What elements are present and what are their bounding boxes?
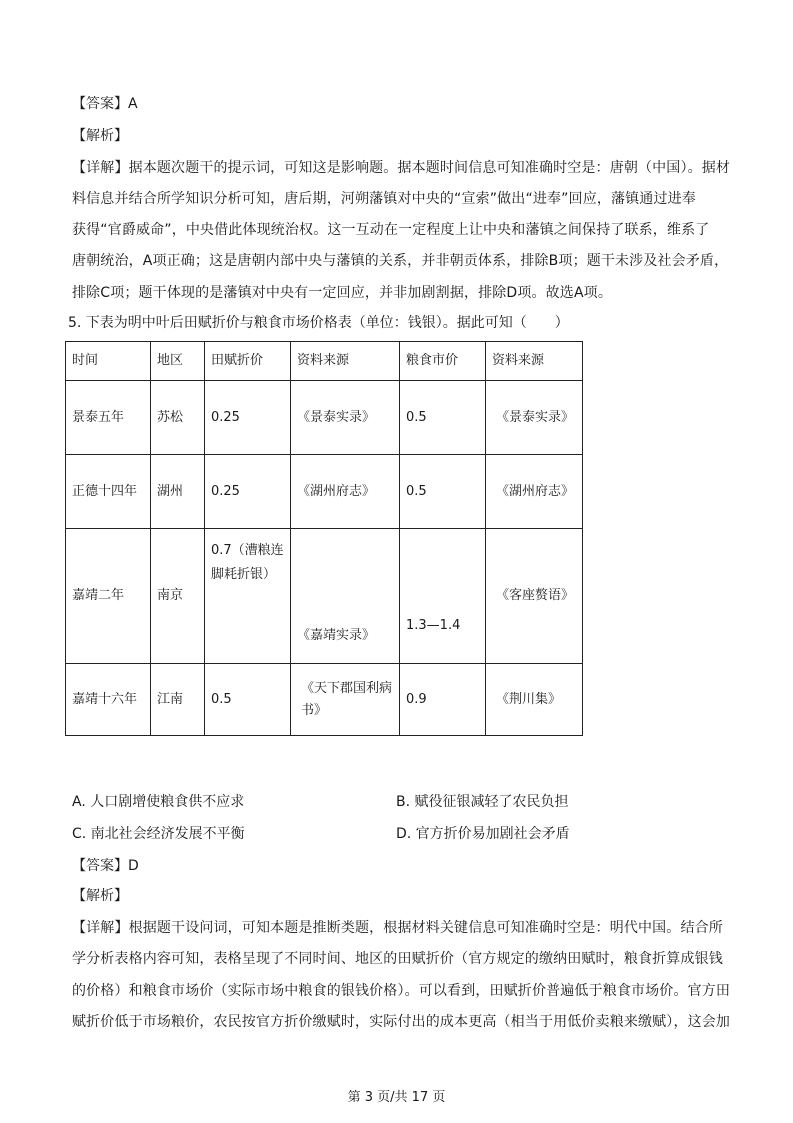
answer-value: D <box>128 858 139 874</box>
header-cell: 地区 <box>151 342 205 381</box>
table-row <box>66 381 583 455</box>
answer-line-1 <box>72 94 138 114</box>
option-d: D. 官方折价易加剧社会矛盾 <box>396 826 570 842</box>
answer-label: 【答案】 <box>72 96 128 112</box>
detail-line: 的价格）和粮食市场价（实际市场中粮食的银钱价格）。可以看到，田赋折价普遍低于粮食市场价。官方田 <box>72 983 731 999</box>
page-footer: 第 3 页/共 17 页 <box>347 1090 446 1105</box>
price-table <box>65 341 583 736</box>
header-cell: 田赋折价 <box>205 342 291 381</box>
table-cell: 景泰五年 <box>66 381 151 455</box>
table-cell: 江南 <box>151 664 205 736</box>
header-cell: 时间 <box>66 342 151 381</box>
table-cell: 《嘉靖实录》 <box>291 529 400 664</box>
detail-line: 排除C项；题干体现的是藩镇对中央有一定回应，并非加剧割据，排除D项。故选A项。 <box>72 285 612 301</box>
table-cell: 1.3—1.4 <box>400 529 486 664</box>
detail-line: 【详解】根据题干设问词，可知本题是推断类题，根据材料关键信息可知准确时空是：明代中国。结合所 <box>72 920 723 936</box>
answer-label: 【答案】 <box>72 858 128 874</box>
table-cell: 《湖州府志》 <box>486 455 583 529</box>
answer-value: A <box>128 96 138 112</box>
table-cell: 0.9 <box>400 664 486 736</box>
table-cell: 《湖州府志》 <box>291 455 400 529</box>
question-5: 5. 下表为明中叶后田赋折价与粮食市场价格表（单位：钱银）。据此可知（ ） <box>68 315 569 331</box>
table-cell: 0.25 <box>205 381 291 455</box>
table-cell: 正德十四年 <box>66 455 151 529</box>
table-cell: 《天下郡国利病书》 <box>291 664 400 736</box>
table-row <box>66 664 583 736</box>
table-cell: 嘉靖二年 <box>66 529 151 664</box>
option-b: B. 赋役征银减轻了农民负担 <box>396 794 569 810</box>
table-cell: 0.5 <box>400 381 486 455</box>
analysis-label-1: 【解析】 <box>72 128 128 144</box>
table-cell: 《景泰实录》 <box>291 381 400 455</box>
table-cell: 0.7（漕粮连脚耗折银） <box>205 529 291 664</box>
detail-line: 【详解】据本题次题干的提示词，可知这是影响题。据本题时间信息可知准确时空是：唐朝（中国）。据材 <box>72 160 731 176</box>
answer-line-2 <box>72 856 139 876</box>
table-cell: 0.5 <box>400 455 486 529</box>
detail-line: 赋折价低于市场粮价，农民按官方折价缴赋时，实际付出的成本更高（相当于用低价卖粮来缴赋），这会加 <box>72 1014 731 1030</box>
table-cell: 湖州 <box>151 455 205 529</box>
detail-line: 学分析表格内容可知，表格呈现了不同时间、地区的田赋折价（官方规定的缴纳田赋时，粮食折算成银钱 <box>72 951 723 967</box>
detail-line: 获得“官爵威命”，中央借此体现统治权。这一互动在一定程度上让中央和藩镇之间保持了联系，维系了 <box>72 222 710 238</box>
header-cell: 资料来源 <box>291 342 400 381</box>
detail-line: 料信息并结合所学知识分析可知，唐后期，河朔藩镇对中央的“宣索”做出“进奉”回应，藩镇通过进奉 <box>72 191 696 207</box>
table-cell: 《景泰实录》 <box>486 381 583 455</box>
table-cell: 0.5 <box>205 664 291 736</box>
table-header-row <box>66 342 583 381</box>
header-cell: 资料来源 <box>486 342 583 381</box>
option-a: A. 人口剧增使粮食供不应求 <box>72 794 245 810</box>
table-cell: 嘉靖十六年 <box>66 664 151 736</box>
table-row <box>66 455 583 529</box>
table-cell: 0.25 <box>205 455 291 529</box>
analysis-label-2: 【解析】 <box>72 888 128 904</box>
option-c: C. 南北社会经济发展不平衡 <box>72 826 245 842</box>
header-cell: 粮食市价 <box>400 342 486 381</box>
table-cell: 《客座赘语》 <box>486 529 583 664</box>
table-cell: 苏松 <box>151 381 205 455</box>
detail-line: 唐朝统治，A项正确；这是唐朝内部中央与藩镇的关系，并非朝贡体系，排除B项；题干未涉及社会矛盾， <box>72 253 729 269</box>
table-row <box>66 529 583 664</box>
table-cell: 南京 <box>151 529 205 664</box>
table-cell: 《荆川集》 <box>486 664 583 736</box>
